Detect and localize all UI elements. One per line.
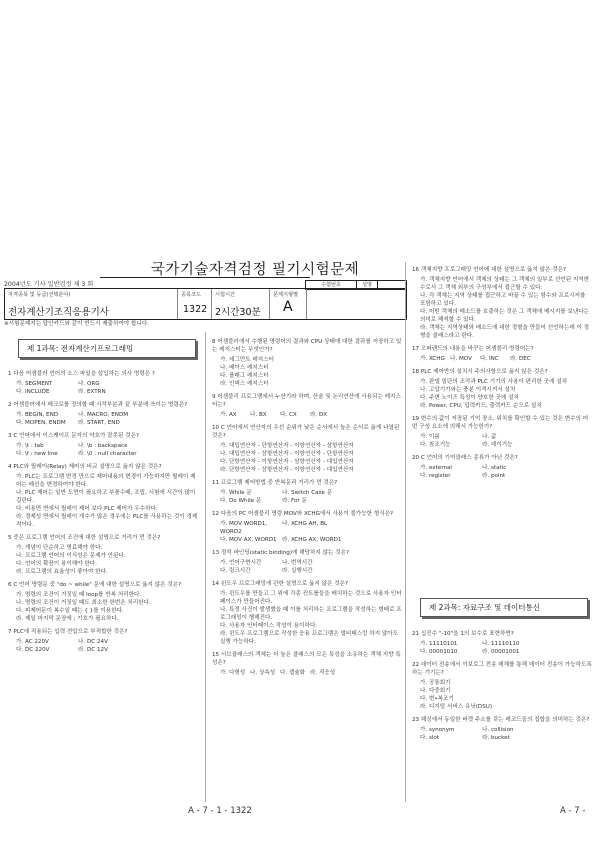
name-label: 성명 — [357, 281, 378, 289]
question-item — [8, 370, 200, 396]
answer-option: 나. 값 — [482, 434, 497, 440]
answer-option: 가. 윈도우를 만들고 그 위에 각종 컨트롤들을 배치하는 것으로 사용자 인터페이스가 만들어진다. — [220, 591, 402, 605]
question-item — [412, 368, 592, 410]
answer-options — [412, 679, 592, 711]
answer-option: 가. While 문 — [220, 490, 252, 496]
question-stem: 1 다음 어셈블러 언어의 소스 파일을 삽입하는 의사 명령은 ? — [8, 371, 155, 377]
question-item — [412, 266, 592, 340]
answer-option: 나. 명령의 조건이 거짓일 때도 최소한 한번은 처리한다. — [16, 600, 151, 606]
answer-option: 나. 각 객체는 지역 상태를 접근하고 바꿀 수 있는 함수와 프로시저를 포함하고 있다. — [420, 293, 586, 307]
answer-option: 라. point — [482, 473, 506, 479]
answer-options — [8, 411, 200, 427]
answer-option: 라. 디지털 서비스 유닛(DSU) — [420, 704, 493, 710]
answer-option: 라. 경제성 면에서 릴레이 개수가 많은 경우에는 PLC를 사용하는 것이 경제적이다. — [16, 514, 198, 528]
answer-option: 가. 판넬 밑단의 조작과 PLC 기기의 사용이 편리한 곳에 설치 — [420, 379, 568, 385]
answer-options — [412, 726, 592, 742]
answer-option: 다. CX — [280, 412, 297, 418]
question-item — [212, 580, 402, 646]
answer-option: 가. BEGIN, END — [16, 412, 59, 418]
answer-option: 라. DEC — [510, 356, 531, 362]
answer-option: 나. 11110110 — [482, 641, 520, 647]
answer-option: 나. \b : backspace — [78, 443, 128, 449]
page-footer: A - 7 - 1 - 1322 — [188, 806, 252, 816]
answer-option: 가. synonym — [420, 727, 455, 733]
question-item — [212, 393, 402, 419]
question-stem: 22 데이터 전송에서 이보로그 전송 매체를 통해 데이터 전송이 가능하도록 하는 기기는? — [412, 662, 592, 676]
answer-option: 다. INCLUDE — [16, 389, 50, 395]
answer-option: 나. MOV — [450, 356, 472, 362]
page-footer-next: A - 7 - — [560, 806, 586, 816]
question-stem: 9 어셈블리 프로그램에서 누산기라 하며, 산술 및 논리연산에 사용되는 레지스터는? — [212, 394, 401, 408]
question-stem: 13 정적 바인딩(static binding)에 해당하지 않는 것은? — [212, 550, 349, 556]
answer-option: 나. 번역시간 — [282, 560, 313, 566]
answer-option: 라. 인덱스 레지스터 — [220, 381, 269, 387]
answer-option: 나. Switch Case 문 — [282, 490, 333, 496]
divider — [211, 289, 212, 319]
answer-options — [8, 380, 200, 396]
question-item — [212, 549, 402, 575]
question-stem: 8 어셈블러에서 수행된 명령어의 결과와 CPU 상태에 대한 결과를 저장하고 있는 레지스터는 무엇인가? — [212, 339, 402, 353]
question-column-middle — [212, 338, 402, 682]
question-stem: 16 객체지향 프로그래밍 언어에 대한 설명으로 옳지 않은 것은? — [412, 267, 566, 273]
answer-option: 라. bucket — [482, 735, 510, 741]
answer-option: 라. Power, CPU, 입력카드, 출력카드 순으로 설치 — [420, 403, 542, 409]
time-value: 2시간30분 — [215, 307, 261, 318]
answer-option: 나. 베이스 레지스터 — [220, 365, 269, 371]
question-item — [412, 716, 592, 742]
question-item — [412, 345, 592, 363]
question-stem: 12 다음의 PC 어셈블리 명령 MOV와 XCHG에서 사용이 불가능한 형식은? — [212, 511, 394, 517]
title-underline — [100, 277, 310, 278]
answer-options — [8, 442, 200, 458]
answer-option: 나. 다중회기 — [420, 688, 451, 694]
answer-option: 라. 단항연산자 - 삼항연산자 - 이항연산자 - 대입연산자 — [220, 467, 354, 473]
answer-options — [212, 411, 402, 419]
answer-option: 다. 플래그 레지스터 — [220, 373, 269, 379]
question-item — [212, 424, 402, 474]
answer-options — [412, 378, 592, 410]
answer-option: 가. MOV WORD1, WORD2 — [220, 521, 268, 535]
answer-option: 라. 적응성 — [310, 670, 336, 676]
question-item — [8, 628, 200, 654]
answer-option: 가. \t : tab — [16, 443, 44, 449]
answer-options — [212, 590, 402, 646]
answer-option: 다. register — [420, 473, 451, 479]
answer-options — [212, 520, 402, 544]
column-divider-2 — [405, 262, 406, 802]
answer-option: 라. START, END — [78, 420, 120, 426]
question-item — [212, 338, 402, 388]
answer-options — [412, 464, 592, 480]
answer-option: 가. 11110101 — [420, 641, 458, 647]
answer-options — [212, 559, 402, 575]
question-item — [8, 534, 200, 576]
answer-options — [8, 473, 200, 529]
question-stem: 6 C 언어 명령문 중 "do ~ while" 문에 대한 설명으로 옳지 않은 것은? — [8, 582, 182, 588]
page-title: 국가기술자격검정 필기시험문제 — [150, 262, 360, 278]
question-item — [8, 463, 200, 529]
answer-option: 라. 프로그램의 효율성이 좋아야 한다. — [16, 569, 108, 575]
question-stem: 21 십진수 "-10"을 1의 보수로 표현하면? — [412, 631, 514, 637]
question-stem: 4 PLC와 릴레이(Relay) 제어의 비교 설명으로 옳지 않은 것은? — [8, 464, 162, 470]
answer-option: 가. 객체지향 언어에서 객체의 상태는 그 객체의 일부로 선언된 지역변수로서 그 객체 외부의 구성부에서 접근할 수 있다. — [420, 277, 590, 291]
divider — [306, 289, 307, 319]
question-stem: 5 중은 프로그램 언어의 조건에 대한 설명으로 거리가 먼 것은? — [8, 535, 161, 541]
answer-options — [8, 638, 200, 654]
question-column-right-top — [412, 266, 592, 485]
answer-option: 라. 윈도우 프로그램으로 작성한 응용 프로그램은 멀티태스킹 하지 않아도 실행 가능하다. — [220, 631, 399, 645]
exam-info-table — [4, 288, 407, 320]
answer-option: 라. 데이기능 — [482, 442, 513, 448]
answer-option: 다. MOV AX, WORD1 — [220, 537, 277, 543]
answer-option: 라. 제일 마지막 문장에 ; 기호가 필요하다. — [16, 616, 119, 622]
code-value: 1322 — [183, 304, 208, 315]
answer-option: 가. external — [420, 465, 452, 471]
section-2-title: 제 2과목: 자료구조 및 데이터통신 — [420, 598, 588, 617]
answer-option: 가. 이름 — [420, 434, 440, 440]
question-stem: 14 윈도우 프로그래밍에 관한 설명으로 옳지 않은 것은? — [212, 581, 349, 587]
answer-option: 나. 프로그램 언어의 이식성은 문제가 안된다. — [16, 553, 126, 559]
answer-option: 나. static — [482, 465, 507, 471]
code-label: 종목코드 — [181, 292, 202, 298]
answer-option: 나. PLC 제어는 일반 도면이 필요하고 부품수배, 조립, 시험에 시간이 많이 걸린다. — [16, 490, 196, 504]
answer-option: 나. collision — [482, 727, 514, 733]
question-item — [8, 581, 200, 623]
question-item — [412, 630, 592, 656]
answer-options — [412, 640, 592, 656]
answer-option: 나. MACRO, ENDM — [78, 412, 129, 418]
answer-option: 다. 변•복조기 — [420, 696, 454, 702]
answer-options — [212, 356, 402, 388]
question-stem: 11 프로그램 제어방법 중 반복문과 거리가 먼 것은? — [212, 480, 338, 486]
question-item — [8, 432, 200, 458]
answer-option: 가. AC 220V — [16, 639, 49, 645]
answer-option: 라. DC 12V — [78, 647, 108, 653]
answer-options — [8, 591, 200, 623]
question-stem: 17 오퍼랜드의 내용을 바꾸는 어셈블리 명령어는? — [412, 346, 534, 352]
question-stem: 3 C 언어에서 이스케이프 문자의 약호가 잘못된 것은? — [8, 433, 139, 439]
question-item — [212, 510, 402, 544]
subject-grade-label: 자격종목 및 등급(선택분야) — [8, 292, 71, 298]
answer-option: 다. 언어의 확장이 용이해야 한다. — [16, 561, 97, 567]
answer-option: 라. 00001001 — [482, 649, 520, 655]
answer-option: 가. AX — [220, 412, 237, 418]
question-stem: 15 서브클래스의 객체는 더 높은 클래스의 모든 특성을 소유하는 객체 지향 특성은? — [212, 652, 401, 666]
answer-option: 다. 비용면 면에서 릴레이 제어 보다 PLC 제어가 우수하다. — [16, 506, 158, 512]
answer-option: 나. XCHG AH, BL — [282, 521, 328, 527]
answer-option: 다. Do While 문 — [220, 498, 262, 504]
divider — [177, 289, 178, 319]
answer-option: 가. 대입연산자 - 단항연산자 - 이항연산자 - 삼항연산자 — [220, 443, 354, 449]
answer-options — [412, 355, 592, 363]
answer-option: 라. For 문 — [282, 498, 307, 504]
subject-value: 전자계산기조직응용기사 — [8, 307, 109, 318]
answer-option: 라. DX — [310, 412, 328, 418]
answer-option: 다. 00001010 — [420, 649, 458, 655]
answer-option: 다. INC — [480, 356, 499, 362]
answer-option: 다. \f : new line — [16, 451, 58, 457]
type-value: A — [283, 299, 293, 315]
answer-option: 나. 상속성 — [250, 670, 276, 676]
answer-option: 가. 개념이 단순하고 명료해야 한다. — [16, 545, 103, 551]
answer-option: 다. 피제어문이 복수일 때는 { }를 이용한다. — [16, 608, 124, 614]
answer-options — [8, 544, 200, 576]
question-item — [412, 661, 592, 711]
answer-option: 다. 캡슐화 — [280, 670, 306, 676]
exam-year-line: 2004년도 기사 일반검정 제 3 회 — [4, 281, 94, 288]
answer-option: 다. 단항연산자 - 이항연산자 - 삼항연산자 - 대입연산자 — [220, 459, 354, 465]
answer-option: 라. EXTRN — [78, 389, 106, 395]
answer-options — [212, 489, 402, 505]
answer-option: 다. MOPEN, ENDM — [16, 420, 66, 426]
answer-option: 가. SEGMENT — [16, 381, 53, 387]
answer-options — [212, 442, 402, 474]
answer-option: 나. BX — [250, 412, 267, 418]
answer-option: 라. \0 : null character — [78, 451, 137, 457]
answer-option: 가. 세그먼트 레지스터 — [220, 357, 274, 363]
question-column-left — [8, 370, 200, 659]
answer-option: 가. XCHG — [420, 356, 445, 362]
divider — [269, 289, 270, 319]
question-stem: 2 어셈블러에서 매크로를 정의할 때 시작부분과 끝 부분에 쓰이는 명령은? — [8, 402, 188, 408]
answer-option: 다. 링크시간 — [220, 568, 251, 574]
question-item — [8, 401, 200, 427]
answer-option: 나. 대입연산자 - 삼항연산자 - 이항연산자 - 단항연산자 — [220, 451, 354, 457]
exam-number-label: 수험번호 — [306, 281, 357, 289]
answer-option: 나. 특정 사건이 발생했을 때 이를 처리하는 프로그램을 작성하는 형태로 프로그래밍이 행해진다. — [220, 607, 402, 621]
answer-option: 다. 어떤 객체의 메소드를 호출하는 것은 그 객체에 메시지를 보낸다는 의미로 해석할 수 있다. — [420, 309, 590, 323]
question-item — [412, 454, 592, 480]
question-stem: 10 C 언어에서 연산자의 우선 순위가 낮은 순서에서 높은 순서로 옳게 나열된 것은? — [212, 425, 400, 439]
question-item — [212, 651, 402, 677]
question-column-right-bottom — [412, 630, 592, 747]
answer-option: 나. 고압기기와는 충분 이격시켜서 설치 — [420, 387, 516, 393]
answer-options — [412, 433, 592, 449]
answer-option: 가. 다형성 — [220, 670, 246, 676]
question-item — [212, 479, 402, 505]
answer-option: 가. 명령의 조건이 거짓일 때 loop를 반복 처리한다. — [16, 592, 142, 598]
answer-option: 다. slot — [420, 735, 440, 741]
type-label: 문제지형별 — [273, 292, 299, 298]
answer-option: 나. ORG — [78, 381, 100, 387]
answer-option: 라. 실행시간 — [282, 568, 313, 574]
answer-option: 가. PLC는 프로그램 변경 만으로 제어내용의 변경이 가능하지만 릴레이 제어는 배선을 변경하여야 한다. — [16, 474, 196, 488]
answer-option: 가. 언어구현시간 — [220, 560, 262, 566]
section-1-title: 제 1과목: 전자계산기프로그래밍 — [18, 339, 196, 358]
answer-option: 라. 객체는 지역상태와 메소드에 대한 정형을 만들어 선언하는데 이 정형을 클래스라고 한다. — [420, 325, 590, 339]
answer-options — [212, 669, 402, 677]
answer-option: 다. 사용자 인터페이스 작성이 용이하다. — [220, 623, 318, 629]
answer-option: 라. XCHG AX, WORD1 — [282, 537, 342, 543]
question-stem: 7 PLC에 적용되는 입력 전압으로 부적합한 것은? — [8, 629, 128, 635]
answer-option: 다. DC 220V — [16, 647, 50, 653]
answer-options — [412, 276, 592, 340]
answer-option: 나. DC 24V — [78, 639, 108, 645]
column-divider-1 — [205, 332, 206, 802]
submission-notice: ※시험문제지는 답안카드와 같이 반드시 제출하여야 합니다. — [4, 321, 150, 327]
question-stem: 23 해싱에서 동일한 버켓 주소를 갖는 레코드들의 집합을 의미하는 것은? — [412, 717, 590, 723]
question-stem: 19 변수의 값이 저장된 기억 장소, 위치를 확인할 수 있는 것은 변수의 어떤 구성 요소에 의해서 가능한가? — [412, 416, 589, 430]
question-item — [412, 415, 592, 449]
time-label: 시험시간 — [215, 292, 236, 298]
answer-option: 가. 공통회기 — [420, 680, 451, 686]
question-stem: 18 PLC 제어반의 설치시 주의사항으로 옳지 않은 것은? — [412, 369, 548, 375]
question-stem: 20 C 언어의 기억클래스 종류가 아닌 것은? — [412, 455, 518, 461]
answer-option: 다. 주변 노이즈 특성이 양호한 곳에 설치 — [420, 395, 519, 401]
answer-option: 다. 참조기능 — [420, 442, 451, 448]
